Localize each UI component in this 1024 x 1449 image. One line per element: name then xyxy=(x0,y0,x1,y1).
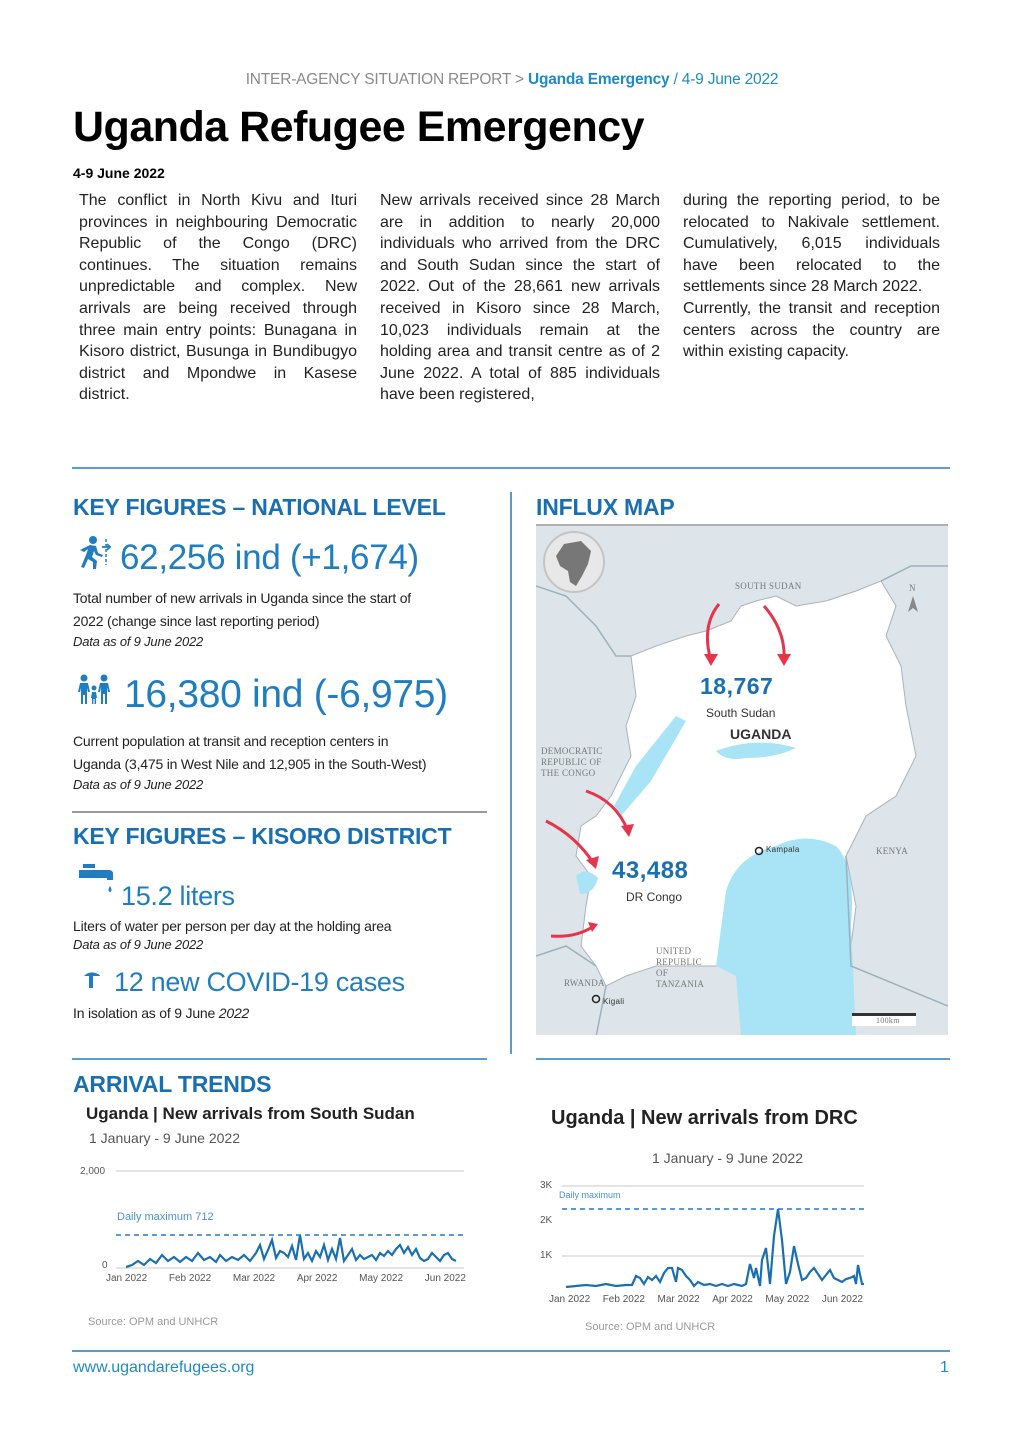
page-title: Uganda Refugee Emergency xyxy=(73,103,645,151)
key-figure-new-arrivals xyxy=(76,535,419,575)
ss-x-tick: Feb 2022 xyxy=(168,1273,212,1284)
map-graphic xyxy=(536,526,948,1035)
map-label-south-sudan: SOUTH SUDAN xyxy=(735,581,802,591)
water-note: Data as of 9 June 2022 xyxy=(73,937,204,952)
drc-x-tick: Jun 2022 xyxy=(821,1294,863,1305)
key-figure-water xyxy=(79,862,235,910)
divider-bottom-left xyxy=(72,1058,487,1060)
drc-x-ticks xyxy=(549,1294,863,1305)
ss-x-ticks xyxy=(106,1273,466,1284)
map-scale-label: 100km xyxy=(876,1016,900,1025)
drc-y-tick-1k: 1K xyxy=(540,1250,553,1261)
key-figure-covid xyxy=(80,966,405,996)
covid-value: 12 new COVID-19 cases xyxy=(114,967,405,997)
key-figure-transit-population xyxy=(76,674,448,714)
divider-top xyxy=(72,467,950,469)
ss-x-tick: Jun 2022 xyxy=(424,1273,466,1284)
chart-subtitle-drc: 1 January - 9 June 2022 xyxy=(652,1150,803,1166)
transit-population-description xyxy=(73,729,426,774)
intro-column-2: New arrivals received since 28 March are in addition to nearly 20,000 individuals who arrived from the DRC and South Sudan since the start of 2022. Out of the 28,661 new arrivals received in Kisoro since 28 March, 10,023 individuals remain at the holding area and transit centre as of 2 June 2022. A total of 885 individuals have been registered, xyxy=(380,192,660,404)
section-title-national: KEY FIGURES – NATIONAL LEVEL xyxy=(73,494,446,520)
ss-x-tick: Mar 2022 xyxy=(232,1273,276,1284)
breadcrumb xyxy=(0,71,1024,89)
map-label-kampala: Kampala xyxy=(766,845,800,854)
covid-description xyxy=(73,1003,249,1023)
transit-population-note: Data as of 9 June 2022 xyxy=(73,777,204,792)
ss-y-tick-zero: 0 xyxy=(102,1260,108,1271)
covid-icon xyxy=(80,966,110,996)
family-icon xyxy=(76,674,120,714)
divider-national xyxy=(72,811,487,813)
map-label-drc: DEMOCRATIC REPUBLIC OF THE CONGO xyxy=(541,746,603,778)
chart-title-south-sudan: Uganda | New arrivals from South Sudan xyxy=(86,1104,415,1123)
covid-desc-prefix: In isolation as of 9 June xyxy=(73,1005,219,1021)
new-arrivals-note: Data as of 9 June 2022 xyxy=(73,634,204,649)
map-count-south-sudan: 18,767 xyxy=(700,673,774,699)
divider-footer xyxy=(72,1350,950,1352)
column-divider xyxy=(510,492,512,1054)
person-arrival-icon xyxy=(76,535,116,575)
map-north-label: N xyxy=(909,583,916,593)
drc-x-tick: Feb 2022 xyxy=(602,1294,645,1305)
new-arrivals-description xyxy=(73,586,411,631)
drc-x-tick: Mar 2022 xyxy=(657,1294,700,1305)
map-label-origin-drc: DR Congo xyxy=(626,890,683,904)
drc-max-label: Daily maximum xyxy=(559,1190,621,1200)
ss-x-tick: May 2022 xyxy=(359,1273,404,1284)
map-label-uganda: UGANDA xyxy=(730,726,792,742)
section-title-kisoro: KEY FIGURES – KISORO DISTRICT xyxy=(73,823,452,849)
new-arrivals-value: 62,256 ind (+1,674) xyxy=(120,538,419,577)
new-arrivals-desc-line-2: 2022 (change since last reporting period) xyxy=(73,613,320,629)
intro-column-3-para-2: Currently, the transit and reception centers across the country are within existing capacity. xyxy=(683,299,940,361)
water-description: Liters of water per person per day at the holding area xyxy=(73,918,392,934)
section-title-trends: ARRIVAL TRENDS xyxy=(73,1071,272,1097)
drc-x-tick: Apr 2022 xyxy=(712,1294,753,1305)
map-label-tanzania: UNITED REPUBLIC OF TANZANIA xyxy=(656,946,705,989)
ss-source: Source: OPM and UNHCR xyxy=(88,1316,219,1328)
water-value: 15.2 liters xyxy=(121,881,235,911)
page-number: 1 xyxy=(940,1359,949,1376)
divider-bottom-right xyxy=(536,1058,950,1060)
covid-desc-year: 2022 xyxy=(218,1005,250,1021)
ss-x-tick: Apr 2022 xyxy=(296,1273,338,1284)
drc-x-tick: Jan 2022 xyxy=(549,1294,591,1305)
chart-south-sudan[interactable] xyxy=(108,1165,468,1275)
drc-y-tick-2k: 2K xyxy=(540,1215,553,1226)
new-arrivals-desc-line-1: Total number of new arrivals in Uganda since the start of xyxy=(73,590,411,606)
section-title-map: INFLUX MAP xyxy=(536,494,675,520)
map-label-kigali: Kigali xyxy=(603,997,625,1006)
breadcrumb-link[interactable]: Uganda Emergency xyxy=(527,71,670,88)
map-label-kenya: KENYA xyxy=(876,846,908,856)
map-count-drc: 43,488 xyxy=(612,857,689,884)
chart-subtitle-south-sudan: 1 January - 9 June 2022 xyxy=(89,1130,240,1146)
footer-website-link[interactable]: www.ugandarefugees.org xyxy=(73,1359,255,1376)
intro-column-3 xyxy=(683,190,940,363)
map-label-origin-south-sudan: South Sudan xyxy=(706,706,776,720)
drc-source: Source: OPM and UNHCR xyxy=(585,1321,716,1333)
transit-population-value: 16,380 ind (-6,975) xyxy=(124,673,448,716)
ss-y-tick-max: 2,000 xyxy=(80,1166,106,1177)
transit-desc-line-1: Current population at transit and reception centers in xyxy=(73,733,389,749)
chart-drc[interactable] xyxy=(556,1180,866,1290)
drc-y-tick-3k: 3K xyxy=(540,1180,553,1191)
drc-x-tick: May 2022 xyxy=(765,1294,810,1305)
breadcrumb-prefix: INTER-AGENCY SITUATION REPORT > xyxy=(245,71,528,88)
intro-column-3-para-1: during the reporting period, to be relocated to Nakivale settlement. Cumulatively, 6,015 individuals have been relocated to the settlements since 28 March 2022. xyxy=(683,192,940,296)
ss-x-tick: Jan 2022 xyxy=(106,1273,148,1284)
report-date: 4-9 June 2022 xyxy=(73,165,165,181)
intro-column-1: The conflict in North Kivu and Ituri provinces in neighbouring Democratic Republic of the Congo (DRC) continues. The situation remains unpredictable and complex. New arrivals are being received through three main entry points: Bunagana in Kisoro district, Busunga in Bundibugyo district and Mpondwe in Kasese district. xyxy=(79,192,357,404)
chart-title-drc: Uganda | New arrivals from DRC xyxy=(551,1107,858,1129)
breadcrumb-date: / 4-9 June 2022 xyxy=(669,71,779,88)
ss-max-label: Daily maximum 712 xyxy=(117,1211,214,1223)
map-label-rwanda: RWANDA xyxy=(564,978,605,988)
water-tap-icon xyxy=(79,862,117,910)
transit-desc-line-2: Uganda (3,475 in West Nile and 12,905 in the South-West) xyxy=(73,756,427,772)
influx-map[interactable] xyxy=(536,524,948,1035)
